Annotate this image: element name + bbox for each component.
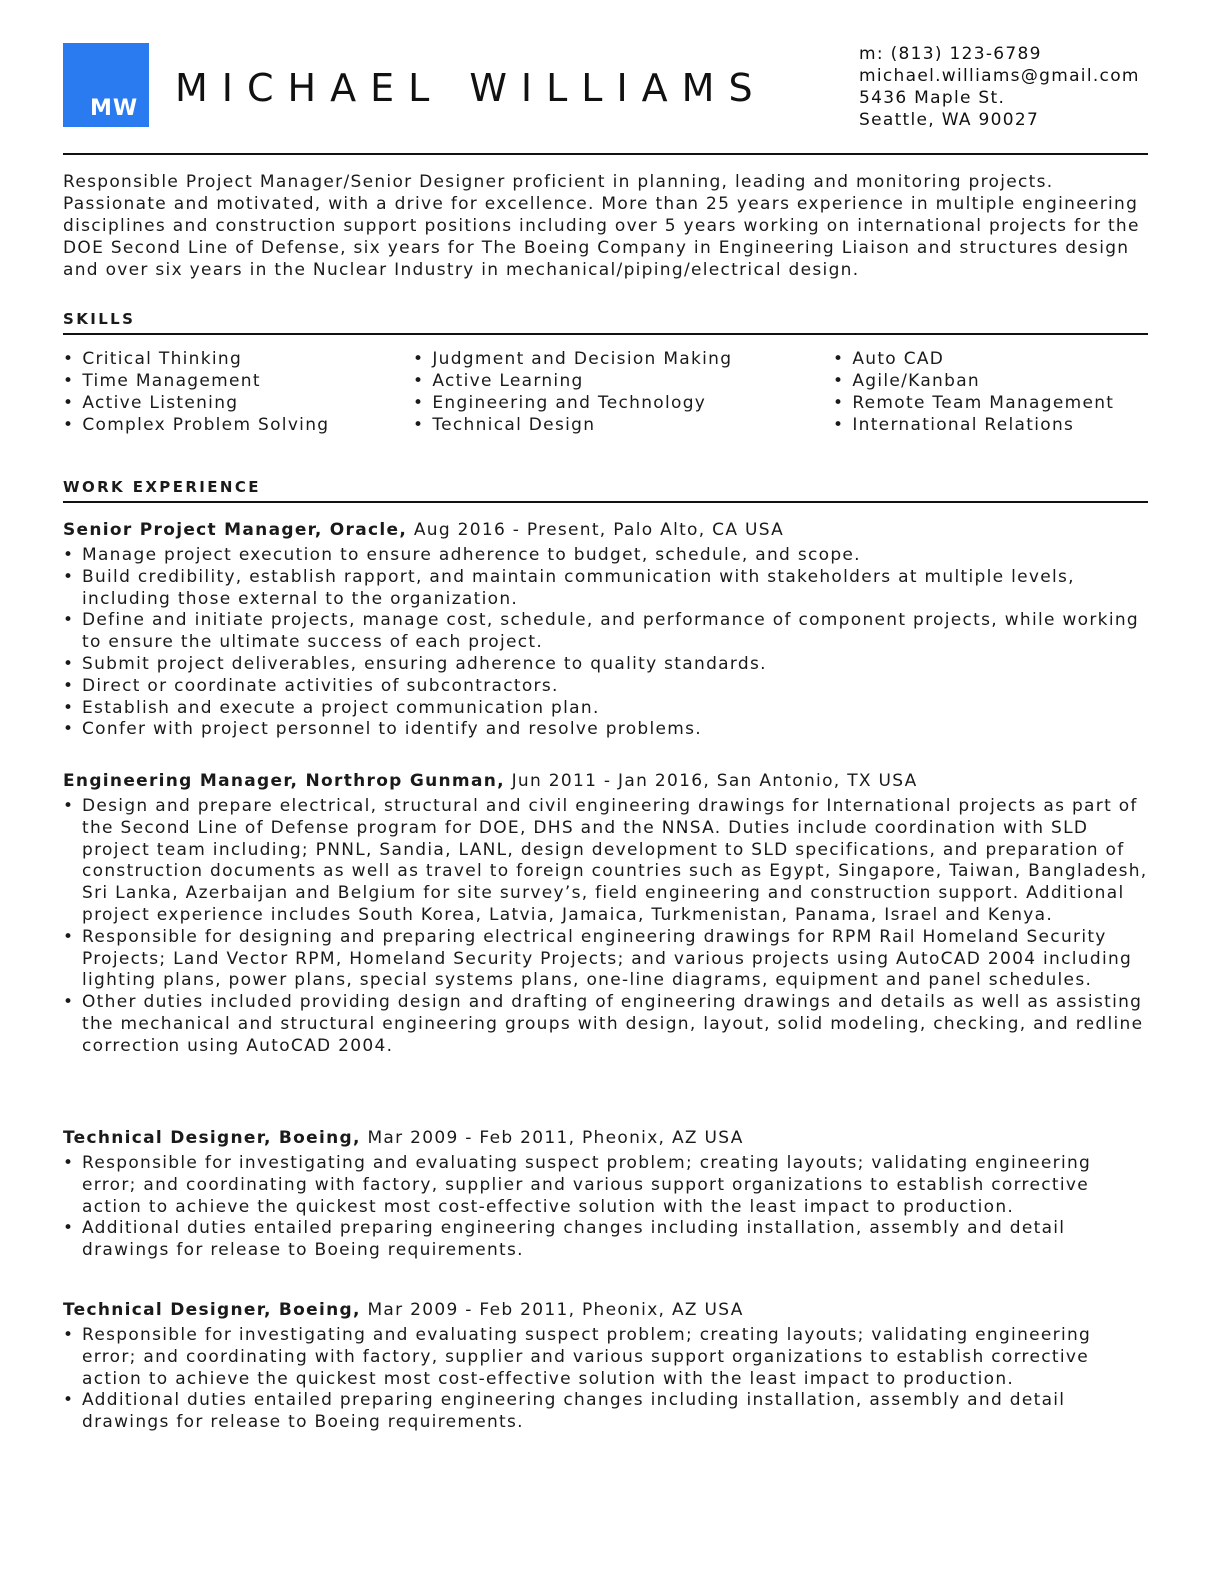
job-bullet: • Manage project execution to ensure adherence to budget, schedule, and scope. <box>63 545 1148 567</box>
skill-item: • Critical Thinking <box>63 348 329 370</box>
skill-item: • Active Learning <box>413 370 732 392</box>
job-role: Engineering Manager, Northrop Gunman, <box>63 771 505 791</box>
job-entry-oracle <box>63 519 1148 741</box>
monogram-logo <box>63 43 149 127</box>
contact-block <box>859 43 1140 131</box>
job-bullet: • Responsible for investigating and evaluating suspect problem; creating layouts; validating engineering error; and coordinating with factory, supplier and various support organizations to establish corrective action to achieve the quickest most cost-effective solution with the least impact to production. <box>63 1153 1148 1218</box>
job-bullet: • Direct or coordinate activities of subcontractors. <box>63 676 1148 698</box>
skill-item: • International Relations <box>833 414 1114 436</box>
job-details: Mar 2009 - Feb 2011, Pheonix, AZ USA <box>360 1128 744 1148</box>
job-bullet: • Confer with project personnel to identify and resolve problems. <box>63 719 1148 741</box>
skill-item: • Complex Problem Solving <box>63 414 329 436</box>
job-role: Senior Project Manager, Oracle, <box>63 520 408 540</box>
job-bullet: • Establish and execute a project communication plan. <box>63 698 1148 720</box>
skill-item: • Remote Team Management <box>833 392 1114 414</box>
contact-phone: m: (813) 123-6789 <box>859 44 1042 64</box>
professional-summary: Responsible Project Manager/Senior Designer proficient in planning, leading and monitoring projects. Passionate and motivated, with a drive for excellence. More than 25 years experience in multiple engineering disciplines and construction support positions including over 5 years working on international projects for the DOE Second Line of Defense, six years for The Boeing Company in Engineering Liaison and structures design and over six years in the Nuclear Industry in mechanical/piping/electrical design. <box>63 172 1140 280</box>
skill-item: • Engineering and Technology <box>413 392 732 414</box>
job-entry-northrop <box>63 770 1148 1058</box>
skills-heading: SKILLS <box>63 310 136 328</box>
skill-item: • Technical Design <box>413 414 732 436</box>
skill-item: • Auto CAD <box>833 348 1114 370</box>
monogram-initials: MW <box>90 96 139 121</box>
skill-item: • Active Listening <box>63 392 329 414</box>
skills-divider <box>63 333 1148 335</box>
skill-item: • Time Management <box>63 370 329 392</box>
job-bullet: • Submit project deliverables, ensuring adherence to quality standards. <box>63 654 1148 676</box>
job-bullet: • Additional duties entailed preparing engineering changes including installation, assembly and detail drawings for release to Boeing requirements. <box>63 1218 1148 1262</box>
job-bullet: • Additional duties entailed preparing engineering changes including installation, assembly and detail drawings for release to Boeing requirements. <box>63 1390 1148 1434</box>
header-divider <box>63 153 1148 155</box>
job-entry-boeing <box>63 1127 1148 1262</box>
job-heading <box>63 770 1148 792</box>
job-bullet: • Build credibility, establish rapport, and maintain communication with stakeholders at multiple levels, including those external to the organization. <box>63 567 1148 611</box>
job-bullet: • Responsible for investigating and evaluating suspect problem; creating layouts; validating engineering error; and coordinating with factory, supplier and various support organizations to establish corrective action to achieve the quickest most cost-effective solution with the least impact to production. <box>63 1325 1148 1390</box>
resume-header <box>63 43 1148 153</box>
job-bullet: • Define and initiate projects, manage cost, schedule, and performance of component projects, while working to ensure the ultimate success of each project. <box>63 610 1148 654</box>
skills-column-1 <box>63 348 329 436</box>
job-heading <box>63 519 1148 541</box>
job-role: Technical Designer, Boeing, <box>63 1128 361 1148</box>
work-experience-heading: WORK EXPERIENCE <box>63 478 261 496</box>
job-entry-boeing-repeat <box>63 1299 1148 1434</box>
skills-column-3 <box>833 348 1114 436</box>
contact-street: 5436 Maple St. <box>859 88 1006 108</box>
job-bullet: • Design and prepare electrical, structural and civil engineering drawings for International projects as part of the Second Line of Defense program for DOE, DHS and the NNSA. Duties include coordination with SLD project team including; PNNL, Sandia, LANL, design development to SLD specifications, and preparation of construction documents as well as travel to foreign countries such as Egypt, Singapore, Taiwan, Bangladesh, Sri Lanka, Azerbaijan and Belgium for site survey’s, field engineering and construction support. Additional project experience includes South Korea, Latvia, Jamaica, Turkmenistan, Panama, Israel and Kenya. <box>63 796 1148 927</box>
job-details: Aug 2016 - Present, Palo Alto, CA USA <box>407 520 785 540</box>
job-details: Jun 2011 - Jan 2016, San Antonio, TX USA <box>504 771 918 791</box>
candidate-name: MICHAEL WILLIAMS <box>175 66 767 110</box>
job-role: Technical Designer, Boeing, <box>63 1300 361 1320</box>
job-heading <box>63 1299 1148 1321</box>
skill-item: • Agile/Kanban <box>833 370 1114 392</box>
job-bullet: • Other duties included providing design and drafting of engineering drawings and details as well as assisting the mechanical and structural engineering groups with design, layout, solid modeling, checking, and redline correction using AutoCAD 2004. <box>63 992 1148 1057</box>
contact-city: Seattle, WA 90027 <box>859 110 1040 130</box>
skill-item: • Judgment and Decision Making <box>413 348 732 370</box>
work-experience-divider <box>63 501 1148 503</box>
skills-column-2 <box>413 348 732 436</box>
job-bullet: • Responsible for designing and preparing electrical engineering drawings for RPM Rail Homeland Security Projects; Land Vector RPM, Homeland Security Projects; and various projects using AutoCAD 2004 including lighting plans, power plans, special systems plans, one-line diagrams, equipment and panel schedules. <box>63 927 1148 992</box>
job-heading <box>63 1127 1148 1149</box>
contact-email: michael.williams@gmail.com <box>859 66 1140 86</box>
job-details: Mar 2009 - Feb 2011, Pheonix, AZ USA <box>360 1300 744 1320</box>
